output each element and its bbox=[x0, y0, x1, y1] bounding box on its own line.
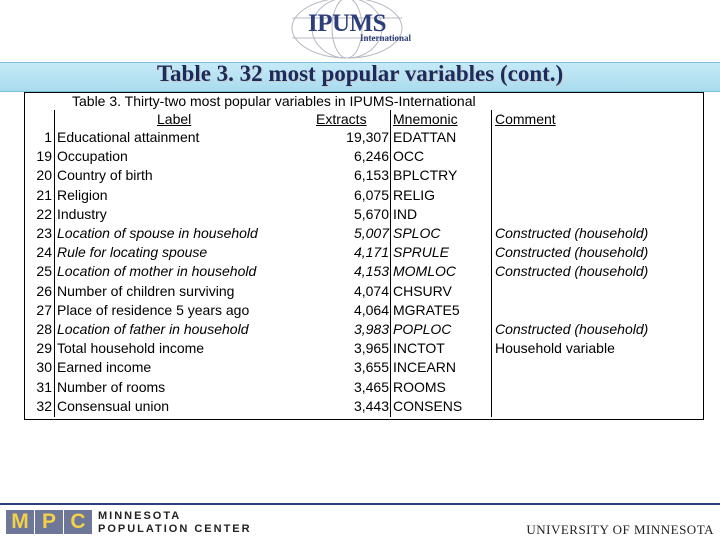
table-row-label: Earned income bbox=[57, 359, 152, 376]
footer-rule bbox=[0, 503, 720, 505]
table-row-rank: 27 bbox=[36, 301, 52, 318]
table-row-mnemonic: POPLOC bbox=[393, 321, 452, 337]
table-row-rank: 1 bbox=[44, 129, 52, 145]
mpc-name bbox=[98, 510, 252, 536]
table-row-label: Country of birth bbox=[57, 167, 153, 184]
table-row-label: Location of mother in household bbox=[57, 263, 257, 280]
mpc-letter: M bbox=[6, 510, 34, 534]
table-row-mnemonic: SPLOC bbox=[393, 225, 441, 241]
table-row-label: Occupation bbox=[57, 148, 128, 165]
mpc-letter: P bbox=[35, 510, 63, 534]
table-row-comment: Constructed (household) bbox=[495, 225, 649, 241]
table-row-label: Educational attainment bbox=[57, 129, 200, 145]
column-header-extracts: Extracts bbox=[316, 111, 367, 127]
table-row-rank: 25 bbox=[36, 263, 52, 280]
table-row-mnemonic: EDATTAN bbox=[393, 129, 457, 145]
mpc-line-1: MINNESOTA bbox=[98, 510, 182, 522]
table-row-mnemonic: BPLCTRY bbox=[393, 167, 458, 184]
mpc-letter: C bbox=[64, 510, 92, 534]
table-row-extracts: 5,670 bbox=[353, 205, 389, 222]
table-row-rank: 32 bbox=[36, 397, 52, 414]
table-caption: Table 3. Thirty-two most popular variables in IPUMS-International bbox=[72, 93, 476, 109]
table-row-mnemonic: CONSENS bbox=[393, 397, 463, 414]
table-row-mnemonic: SPRULE bbox=[393, 244, 450, 261]
column-header-label: Label bbox=[157, 111, 192, 127]
table-row-comment: Constructed (household) bbox=[495, 321, 649, 337]
table-row-extracts: 6,246 bbox=[353, 148, 389, 165]
university-name: UNIVERSITY OF MINNESOTA bbox=[526, 522, 714, 537]
slide-title: Table 3. 32 most popular variables (cont.) bbox=[156, 61, 564, 86]
table-row-extracts: 4,074 bbox=[353, 282, 389, 299]
table-row-extracts: 4,153 bbox=[353, 263, 389, 280]
table-row-rank: 23 bbox=[36, 225, 52, 241]
table-row-label: Number of rooms bbox=[57, 378, 166, 395]
table-row-comment: Household variable bbox=[495, 340, 615, 357]
column-divider bbox=[390, 110, 391, 417]
table-row-mnemonic: RELIG bbox=[393, 186, 436, 203]
table-row-extracts: 3,465 bbox=[353, 378, 389, 395]
table-row-extracts: 3,965 bbox=[353, 340, 389, 357]
table-row-label: Number of children surviving bbox=[57, 282, 235, 299]
table-row-mnemonic: MGRATE5 bbox=[393, 301, 460, 318]
table-row-rank: 28 bbox=[36, 321, 52, 337]
table-row-rank: 24 bbox=[36, 244, 52, 261]
table-row-mnemonic: IND bbox=[393, 205, 418, 222]
table-row-rank: 19 bbox=[36, 148, 52, 165]
table-row-rank: 31 bbox=[36, 378, 52, 395]
table-row-mnemonic: INCTOT bbox=[393, 340, 445, 357]
table-row-mnemonic: MOMLOC bbox=[393, 263, 456, 280]
table-row-comment: Constructed (household) bbox=[495, 263, 649, 280]
table-row-label: Location of father in household bbox=[57, 321, 249, 337]
table-row-extracts: 3,443 bbox=[353, 397, 389, 414]
table-row-mnemonic: ROOMS bbox=[393, 378, 446, 395]
table-row-rank: 26 bbox=[36, 282, 52, 299]
column-header-mnemonic: Mnemonic bbox=[393, 111, 458, 127]
table-row-extracts: 3,983 bbox=[353, 321, 389, 337]
table-row-extracts: 5,007 bbox=[353, 225, 389, 241]
table-row-extracts: 3,655 bbox=[353, 359, 389, 376]
logo-sub: International bbox=[360, 33, 412, 43]
table-row-rank: 29 bbox=[36, 340, 52, 357]
table-row-rank: 21 bbox=[36, 186, 52, 203]
table-row-rank: 22 bbox=[36, 205, 52, 222]
mpc-logo bbox=[6, 510, 93, 534]
table-row-extracts: 6,075 bbox=[353, 186, 389, 203]
table-row-label: Consensual union bbox=[57, 397, 170, 414]
table-row-extracts: 4,064 bbox=[353, 301, 389, 318]
table-row-label: Industry bbox=[57, 205, 107, 222]
table-row-label: Place of residence 5 years ago bbox=[57, 301, 250, 318]
ipums-logo bbox=[290, 0, 412, 60]
table-row-label: Total household income bbox=[57, 340, 205, 357]
table-row-rank: 30 bbox=[36, 359, 52, 376]
column-header-comment: Comment bbox=[495, 111, 556, 127]
table-row-label: Rule for locating spouse bbox=[57, 244, 208, 261]
table-row-label: Location of spouse in household bbox=[57, 225, 258, 241]
table-row-mnemonic: INCEARN bbox=[393, 359, 457, 376]
column-divider bbox=[491, 110, 492, 417]
table-row-label: Religion bbox=[57, 186, 108, 203]
table-row-extracts: 4,171 bbox=[353, 244, 389, 261]
table-row-extracts: 19,307 bbox=[346, 129, 389, 145]
mpc-line-2: POPULATION CENTER bbox=[98, 523, 252, 535]
logo-main: IPUMS bbox=[308, 10, 387, 37]
table-row-mnemonic: CHSURV bbox=[393, 282, 452, 299]
table-row-mnemonic: OCC bbox=[393, 148, 425, 165]
column-divider bbox=[54, 110, 55, 417]
table-row-extracts: 6,153 bbox=[353, 167, 389, 184]
table-row-comment: Constructed (household) bbox=[495, 244, 649, 261]
table-row-rank: 20 bbox=[36, 167, 52, 184]
